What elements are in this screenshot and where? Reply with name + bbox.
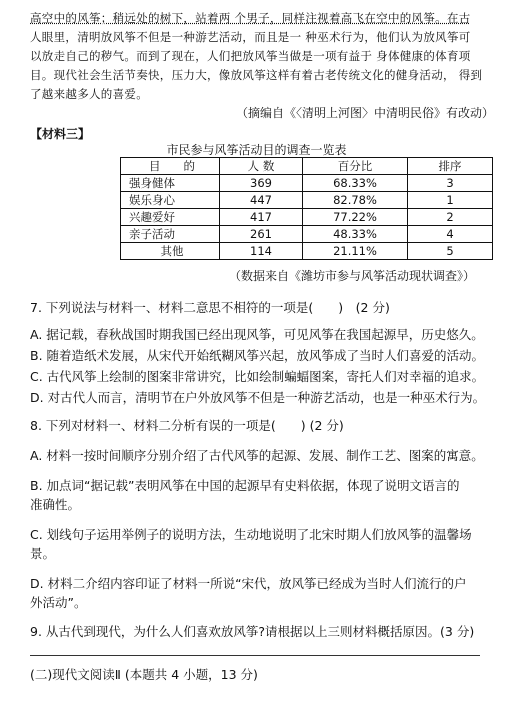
cell-percent: 82.78% [303,192,408,209]
passage-line: 高空中的风筝；稍远处的树下，站着两 个男子，同样注视着高飞在空中的风筝。在古 [30,11,471,25]
cell-rank: 4 [408,226,493,243]
passage-source: （摘编自《〈清明上河图〉中清明民俗》有改动） [236,106,495,120]
table-row [121,192,493,209]
question-7-option-c: C. 古代风筝上绘制的图案非常讲究，比如绘制蝙蝠图案，寄托人们对幸福的追求。 [30,369,485,384]
cell-rank: 5 [408,243,493,260]
section-divider [30,655,480,656]
cell-count: 417 [220,209,303,226]
table-source: （数据来自《潍坊市参与风筝活动现状调查》） [229,269,476,283]
passage-line: 以放走自己的秽气。而到了现在，人们把放风筝当做是一项有益于 身体健康的体育项 [30,49,471,63]
question-8-option-a: A. 材料一按时间顺序分别介绍了古代风筝的起源、发展、制作工艺、图案的寓意。 [30,448,484,463]
question-7-stem: 7. 下列说法与材料一、材料二意思不相符的一项是( ) (2 分) [30,300,390,315]
question-8-option-d-cont: 外活动”。 [30,595,87,610]
cell-purpose: 娱乐身心 [121,192,220,209]
section-heading: (二)现代文阅读Ⅱ (本题共 4 小题，13 分) [30,667,258,682]
table-row [121,209,493,226]
question-9: 9. 从古代到现代，为什么人们喜欢放风筝?请根据以上三则材料概括原因。(3 分) [30,624,475,639]
cell-purpose: 强身健体 [121,175,220,192]
header-purpose: 目 的 [121,158,220,175]
passage-line: 了越来越多人的喜爱。 [30,87,148,101]
table-row [121,243,493,260]
material-three-label: 【材料三】 [30,127,91,141]
cell-purpose: 亲子活动 [121,226,220,243]
cell-percent: 77.22% [303,209,408,226]
cell-count: 369 [220,175,303,192]
question-8-option-c: C. 划线句子运用举例子的说明方法，生动地说明了北宋时期人们放风筝的温馨场 [30,527,472,542]
cell-rank: 3 [408,175,493,192]
question-8-option-c-cont: 景。 [30,546,56,561]
header-percent: 百分比 [303,158,408,175]
survey-table [120,157,493,260]
cell-percent: 21.11% [303,243,408,260]
cell-rank: 2 [408,209,493,226]
cell-rank: 1 [408,192,493,209]
passage-line: 人眼里，清明放风筝不但是一种游艺活动，而且是一 种巫术行为，他们认为放风筝可 [30,30,471,44]
passage-line: 目。现代社会生活节奏快，压力大，像放风筝这样有着古老传统文化的健身活动， 得到 [30,68,483,82]
question-8-option-d: D. 材料二介绍内容印证了材料一所说“宋代，放风筝已经成为当时人们流行的户 [30,576,467,591]
header-rank: 排序 [408,158,493,175]
cell-purpose: 兴趣爱好 [121,209,220,226]
cell-count: 114 [220,243,303,260]
table-row [121,175,493,192]
question-7-option-b: B. 随着造纸术发展，从宋代开始纸糊风筝兴起，放风筝成了当时人们喜爱的活动。 [30,348,485,363]
question-8-option-b-cont: 准确性。 [30,497,81,512]
cell-purpose: 其他 [121,243,220,260]
cell-count: 447 [220,192,303,209]
table-title: 市民参与风筝活动目的调查一览表 [166,143,347,157]
question-7-option-a: A. 据记载，春秋战国时期我国已经出现风筝，可见风筝在我国起源早，历史悠久。 [30,327,484,342]
cell-count: 261 [220,226,303,243]
question-7-option-d: D. 对古代人而言，清明节在户外放风筝不但是一种游艺活动，也是一种巫术行为。 [30,390,486,405]
cell-percent: 68.33% [303,175,408,192]
header-count: 人 数 [220,158,303,175]
table-row [121,226,493,243]
question-8-option-b: B. 加点词“据记载”表明风筝在中国的起源早有史料依据，体现了说明文语言的 [30,478,460,493]
question-8-stem: 8. 下列对材料一、材料二分析有误的一项是( ) (2 分) [30,418,344,433]
cell-percent: 48.33% [303,226,408,243]
table-header-row [121,158,493,175]
